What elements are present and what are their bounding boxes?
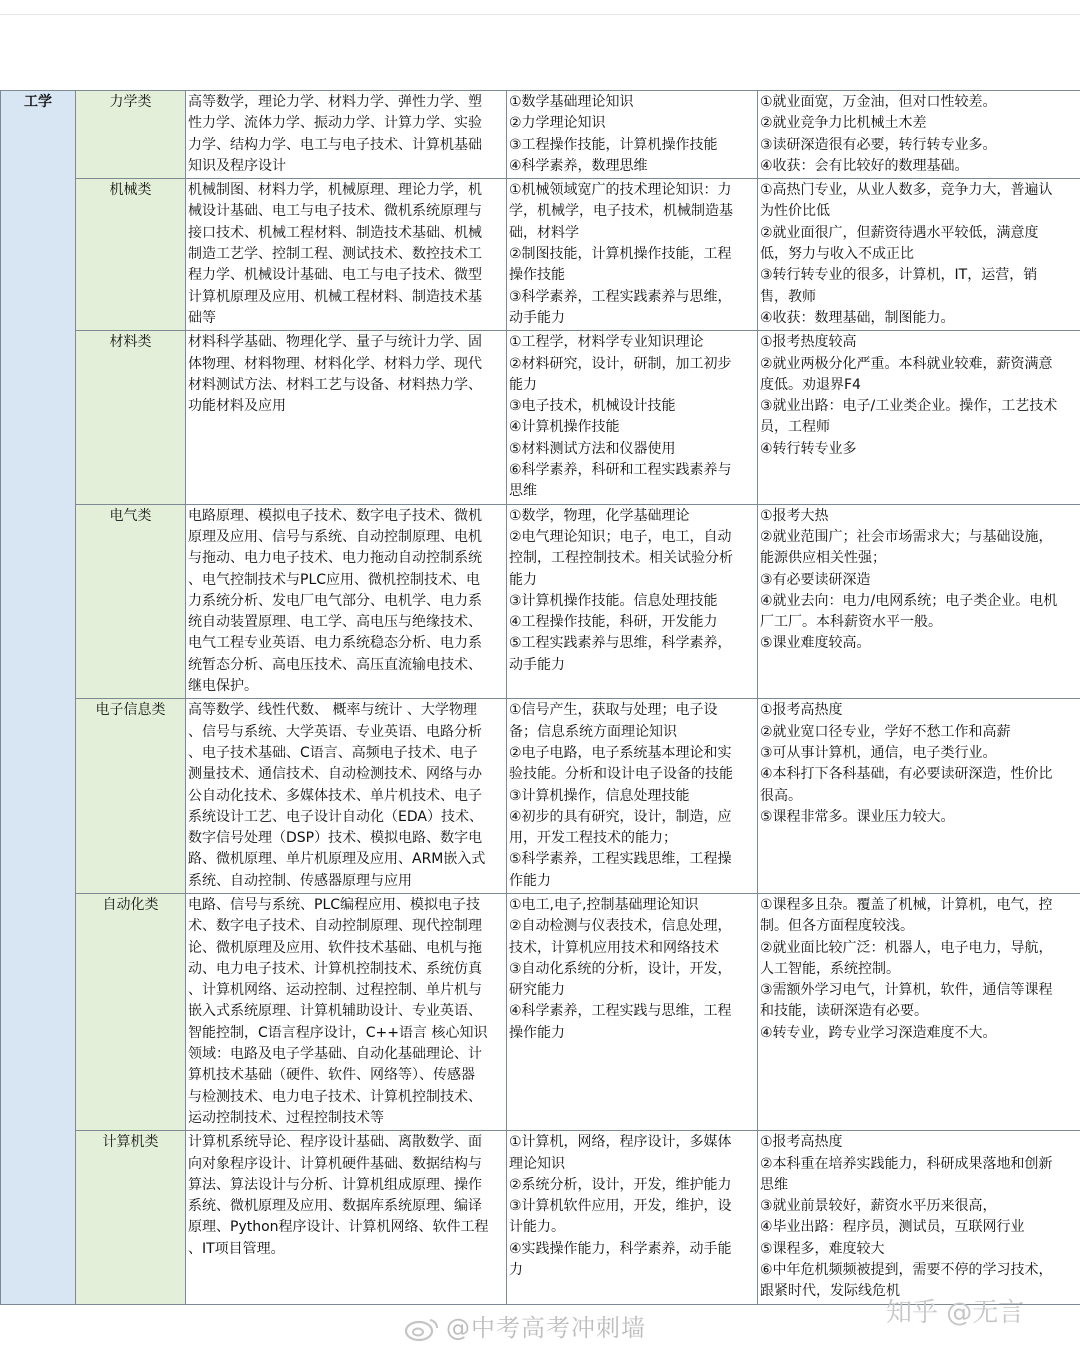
- cell-line: ①报考高热度: [760, 702, 843, 719]
- cell-line: 数字信号处理（DSP）技术、模拟电路、数字电: [188, 830, 483, 847]
- cell-line: ④科学素养，工程实践与思维，工程: [509, 1003, 732, 1020]
- cell-line: ④就业去向：电力/电网系统；电子类企业。电机: [760, 592, 1058, 609]
- cell-line: 思维: [760, 1176, 788, 1193]
- courses-cell-lines: [188, 332, 504, 417]
- cell-line: 接口技术、机械工程材料、制造技术基础、机械: [188, 224, 482, 241]
- table-row: [1, 699, 1080, 894]
- cell-line: 思维: [509, 483, 537, 500]
- cell-line: ②就业宽口径专业，学好不愁工作和高薪: [760, 723, 1011, 740]
- cell-line: ①报考热度较高: [760, 334, 857, 351]
- cell-line: ⑤课程多，难度较大: [760, 1240, 885, 1257]
- cell-line: 很高。: [760, 787, 802, 804]
- cell-line: 低，努力与收入不成正比: [760, 246, 914, 263]
- cell-line: ②就业两极分化严重。本科就业较难，薪资满意: [760, 355, 1053, 372]
- courses-cell: [186, 91, 507, 179]
- cell-line: ②制图技能，计算机操作技能，工程: [509, 246, 732, 263]
- cell-line: 材料科学基础、物理化学、量子与统计力学、固: [188, 334, 482, 351]
- cell-line: 计算机原理及应用、机械工程材料、制造技术基: [188, 288, 482, 305]
- cell-line: 、计算机网络、运动控制、过程控制、单片机与: [188, 982, 482, 999]
- cell-line: 统自动装置原理、电工学、高电压与绝缘技术、: [188, 614, 482, 631]
- skills-cell-lines: [509, 1132, 755, 1281]
- cell-line: 原理及应用、信号与系统、自动控制原理、电机: [188, 528, 482, 545]
- skills-cell-lines: [509, 332, 755, 502]
- notes-cell-lines: [760, 180, 1078, 329]
- cell-line: 材料测试方法、材料工艺与设备、材料热力学、: [188, 376, 482, 393]
- cell-line: 与检测技术、电力电子技术、计算机控制技术、: [188, 1088, 482, 1105]
- skills-cell: [507, 91, 758, 179]
- notes-cell: [758, 331, 1080, 504]
- cell-line: ④毕业出路：程序员，测试员，互联网行业: [760, 1219, 1025, 1236]
- cell-line: 售，教师: [760, 288, 816, 305]
- cell-line: ④计算机操作技能: [509, 419, 620, 436]
- cell-line: 高等数学、线性代数、 概率与统计 、大学物理: [188, 702, 477, 719]
- category-cell: 机械类: [76, 179, 186, 331]
- notes-cell-lines: [760, 1132, 1078, 1302]
- cell-line: ③计算机操作，信息处理技能: [509, 787, 690, 804]
- cell-line: ③自动化系统的分析，设计，开发，: [509, 960, 732, 977]
- cell-line: ②电气理论知识；电子，电工，自动: [509, 528, 732, 545]
- cell-line: ①机械领域宽广的技术理论知识：力: [509, 182, 732, 199]
- cell-line: ④转行转专业多: [760, 440, 857, 457]
- cell-line: ⑥科学素养，科研和工程实践素养与: [509, 462, 732, 479]
- cell-line: 统暂态分析、高电压技术、高压直流输电技术、: [188, 656, 482, 673]
- courses-cell-lines: [188, 92, 504, 177]
- category-cell: 计算机类: [76, 1131, 186, 1304]
- cell-line: 论、微机原理及应用、软件技术基础、电机与拖: [188, 939, 482, 956]
- notes-cell-lines: [760, 506, 1078, 655]
- notes-cell: [758, 179, 1080, 331]
- cell-line: 知识及程序设计: [188, 157, 286, 174]
- cell-line: 体物理、材料物理、材料化学、材料力学、现代: [188, 355, 482, 372]
- skills-cell-lines: [509, 895, 755, 1044]
- cell-line: ④转专业，跨专业学习深造难度不大。: [760, 1024, 997, 1041]
- cell-line: 、电气控制技术与PLC应用、微机控制技术、电: [188, 571, 481, 588]
- courses-cell-lines: [188, 1132, 504, 1260]
- cell-line: 运动控制技术、过程控制技术等: [188, 1109, 384, 1126]
- top-divider: [0, 14, 1080, 15]
- cell-line: 力系统分析、发电厂电气部分、电机学、电力系: [188, 592, 482, 609]
- cell-line: 电路原理、模拟电子技术、数字电子技术、微机: [188, 507, 482, 524]
- cell-line: 能力: [509, 571, 537, 588]
- cell-line: ①信号产生，获取与处理；电子设: [509, 702, 718, 719]
- table-row: [1, 91, 1080, 179]
- cell-line: 嵌入式系统原理、计算机辅助设计、专业英语、: [188, 1003, 482, 1020]
- cell-line: ③就业出路：电子/工业类企业。操作，工艺技术: [760, 398, 1058, 415]
- cell-line: ③工程操作技能，计算机操作技能: [509, 136, 718, 153]
- cell-line: 术、数字电子技术、自动控制原理、现代控制理: [188, 918, 482, 935]
- cell-line: ④科学素养，数理思维: [509, 157, 648, 174]
- cell-line: ③转行转专业的很多，计算机，IT，运营，销: [760, 267, 1038, 284]
- notes-cell: [758, 91, 1080, 179]
- courses-cell: [186, 179, 507, 331]
- major-table: [0, 90, 1080, 1305]
- cell-line: ③可从事计算机，通信，电子类行业。: [760, 744, 997, 761]
- cell-line: 系统、微机原理及应用、数据库系统原理、编译: [188, 1198, 482, 1215]
- table-row: [1, 331, 1080, 504]
- notes-cell-lines: [760, 895, 1078, 1044]
- category-cell: 电子信息类: [76, 699, 186, 894]
- cell-line: 学，机械学，电子技术，机械制造基: [509, 203, 733, 220]
- cell-line: 、电子技术基础、C语言、高频电子技术、电子: [188, 744, 478, 761]
- courses-cell: [186, 893, 507, 1130]
- notes-cell: [758, 504, 1080, 699]
- cell-line: 度低。劝退界F4: [760, 376, 861, 393]
- cell-line: ②电子电路，电子系统基本理论和实: [509, 744, 732, 761]
- cell-line: 、IT项目管理。: [188, 1240, 285, 1257]
- cell-line: 力: [509, 1262, 523, 1279]
- skills-cell: [507, 331, 758, 504]
- cell-line: 动手能力: [509, 656, 565, 673]
- cell-line: ②就业竞争力比机械土木差: [760, 115, 927, 132]
- cell-line: ④初步的具有研究，设计，制造，应: [509, 808, 732, 825]
- courses-cell-lines: [188, 180, 504, 329]
- cell-line: 测量技术、通信技术、自动检测技术、网络与办: [188, 766, 482, 783]
- cell-line: 动、电力电子技术、计算机控制技术、系统仿真: [188, 960, 482, 977]
- cell-line: 算机技术基础（硬件、软件、网络等）、传感器: [188, 1067, 475, 1084]
- cell-line: ⑤工程实践素养与思维，科学素养，: [509, 635, 732, 652]
- table-row: [1, 893, 1080, 1130]
- cell-line: 用，开发工程技术的能力；: [509, 830, 677, 847]
- cell-line: 厂工厂。本科薪资水平一般。: [760, 614, 942, 631]
- cell-line: ⑤课业难度较高。: [760, 635, 871, 652]
- cell-line: 操作技能: [509, 267, 565, 284]
- watermark-zhihu: 知乎 @无言: [886, 1298, 1025, 1328]
- cell-line: ③计算机操作技能。信息处理技能: [509, 592, 718, 609]
- category-cell: 力学类: [76, 91, 186, 179]
- notes-cell-lines: [760, 700, 1078, 828]
- cell-line: ②材料研究，设计，研制，加工初步: [509, 355, 732, 372]
- cell-line: 程力学、机械设计基础、电工与电子技术、微型: [188, 267, 482, 284]
- skills-cell: [507, 504, 758, 699]
- cell-line: ①数学，物理，化学基础理论: [509, 507, 690, 524]
- cell-line: ②力学理论知识: [509, 115, 606, 132]
- cell-line: ④工程操作技能，科研，开发能力: [509, 614, 718, 631]
- cell-line: 算法、算法设计与分析、计算机组成原理、操作: [188, 1176, 482, 1193]
- cell-line: 作能力: [509, 872, 551, 889]
- cell-line: ②就业范围广；社会市场需求大；与基础设施，: [760, 528, 1053, 545]
- cell-line: 公自动化技术、多媒体技术、单片机技术、电子: [188, 787, 482, 804]
- cell-line: ④收获：数理基础，制图能力。: [760, 309, 955, 326]
- cell-line: 系统设计工艺、电子设计自动化（EDA）技术、: [188, 808, 483, 825]
- watermark-weibo: [404, 1308, 646, 1343]
- skills-cell-lines: [509, 180, 755, 329]
- cell-line: 继电保护。: [188, 678, 258, 695]
- cell-line: 械设计基础、电工与电子技术、微机系统原理与: [188, 203, 482, 220]
- skills-cell: [507, 179, 758, 331]
- cell-line: ①就业面宽，万金油，但对口性较差。: [760, 94, 997, 110]
- cell-line: 机械制图、材料力学，机械原理、理论力学，机: [188, 182, 482, 199]
- watermark-left-text: @中考高考冲刺墙: [446, 1314, 646, 1342]
- cell-line: 人工智能，系统控制。: [760, 960, 900, 977]
- cell-line: ①报考大热: [760, 507, 829, 524]
- cell-line: ③计算机软件应用，开发，维护，设: [509, 1198, 732, 1215]
- cell-line: ①工程学，材料学专业知识理论: [509, 334, 704, 351]
- cell-line: 路、微机原理、单片机原理及应用、ARM嵌入式: [188, 851, 486, 868]
- cell-line: 功能材料及应用: [188, 398, 286, 415]
- cell-line: ②系统分析，设计，开发，维护能力: [509, 1176, 732, 1193]
- cell-line: 力学、结构力学、电工与电子技术、计算机基础: [188, 136, 482, 153]
- cell-line: 高等数学，理论力学、材料力学、弹性力学、塑: [188, 94, 482, 110]
- category-cell: 自动化类: [76, 893, 186, 1130]
- category-cell: 材料类: [76, 331, 186, 504]
- cell-line: 与拖动、电力电子技术、电力拖动自动控制系统: [188, 550, 482, 567]
- cell-line: 控制，工程控制技术。相关试验分析: [509, 550, 733, 567]
- cell-line: ④收获：会有比较好的数理基础。: [760, 157, 969, 174]
- courses-cell-lines: [188, 700, 504, 892]
- weibo-icon: [404, 1316, 440, 1342]
- cell-line: 计能力。: [509, 1219, 565, 1236]
- cell-line: ①高热门专业，从业人数多，竞争力大，普遍认: [760, 182, 1053, 199]
- cell-line: 备；信息系统方面理论知识: [509, 723, 677, 740]
- cell-line: 性力学、流体力学、振动力学、计算力学、实验: [188, 115, 482, 132]
- cell-line: 理论知识: [509, 1155, 565, 1172]
- courses-cell: [186, 1131, 507, 1304]
- notes-cell: [758, 893, 1080, 1130]
- cell-line: 原理、Python程序设计、计算机网络、软件工程: [188, 1219, 489, 1236]
- cell-line: ⑤课程非常多。课业压力较大。: [760, 808, 955, 825]
- table-row: [1, 504, 1080, 699]
- cell-line: ③电子技术，机械设计技能: [509, 398, 676, 415]
- table-row: [1, 179, 1080, 331]
- cell-line: 能源供应相关性强；: [760, 550, 886, 567]
- cell-line: ③需额外学习电气，计算机，软件，通信等课程: [760, 982, 1053, 999]
- notes-cell-lines: [760, 92, 1078, 177]
- cell-line: 研究能力: [509, 982, 565, 999]
- cell-line: 制。但各方面程度较浅。: [760, 918, 914, 935]
- cell-line: ①报考高热度: [760, 1134, 843, 1151]
- courses-cell-lines: [188, 895, 504, 1129]
- cell-line: ①计算机，网络，程序设计，多媒体: [509, 1134, 732, 1151]
- skills-cell: [507, 893, 758, 1130]
- courses-cell: [186, 331, 507, 504]
- cell-line: 、信号与系统、大学英语、专业英语、电路分析: [188, 723, 482, 740]
- cell-line: 础，材料学: [509, 224, 579, 241]
- cell-line: 电气工程专业英语、电力系统稳态分析、电力系: [188, 635, 482, 652]
- skills-cell: [507, 699, 758, 894]
- cell-line: ④本科打下各科基础，有必要读研深造，性价比: [760, 766, 1053, 783]
- cell-line: 智能控制，C语言程序设计，C++语言 核心知识: [188, 1024, 488, 1041]
- cell-line: ②就业面很广，但薪资待遇水平较低，满意度: [760, 224, 1039, 241]
- cell-line: 技术，计算机应用技术和网络技术: [509, 939, 719, 956]
- cell-line: ⑤材料测试方法和仪器使用: [509, 440, 676, 457]
- field-cell: 工学: [1, 91, 76, 1305]
- cell-line: 验技能。分析和设计电子设备的技能: [509, 766, 733, 783]
- courses-cell: [186, 504, 507, 699]
- cell-line: ③科学素养，工程实践素养与思维，: [509, 288, 732, 305]
- cell-line: 础等: [188, 309, 216, 326]
- cell-line: 和技能，读研深造有必要。: [760, 1003, 928, 1020]
- cell-line: 能力: [509, 376, 537, 393]
- cell-line: 计算机系统导论、程序设计基础、离散数学、面: [188, 1134, 482, 1151]
- courses-cell: [186, 699, 507, 894]
- cell-line: 电路、信号与系统、PLC编程应用、模拟电子技: [188, 896, 481, 913]
- cell-line: ⑤科学素养，工程实践思维，工程操: [509, 851, 732, 868]
- cell-line: ②自动检测与仪表技术，信息处理，: [509, 918, 732, 935]
- cell-line: ⑥中年危机频频被提到，需要不停的学习技术，: [760, 1262, 1053, 1279]
- cell-line: 制造工艺学、控制工程、测试技术、数控技术工: [188, 246, 482, 263]
- cell-line: 员，工程师: [760, 419, 830, 436]
- courses-cell-lines: [188, 506, 504, 698]
- cell-line: ③读研深造很有必要，转行转专业多。: [760, 136, 997, 153]
- cell-line: 领域：电路及电子学基础、自动化基础理论、计: [188, 1046, 482, 1063]
- category-cell: 电气类: [76, 504, 186, 699]
- cell-line: ①数学基础理论知识: [509, 94, 634, 110]
- cell-line: 动手能力: [509, 309, 565, 326]
- cell-line: 向对象程序设计、计算机硬件基础、数据结构与: [188, 1155, 482, 1172]
- cell-line: ①电工,电子,控制基础理论知识: [509, 896, 699, 913]
- skills-cell-lines: [509, 92, 755, 177]
- cell-line: ②本科重在培养实践能力，科研成果落地和创新: [760, 1155, 1053, 1172]
- notes-cell-lines: [760, 332, 1078, 460]
- skills-cell-lines: [509, 506, 755, 676]
- cell-line: 系统、自动控制、传感器原理与应用: [188, 872, 412, 889]
- cell-line: ③有必要读研深造: [760, 571, 871, 588]
- cell-line: 跟紧时代，发际线危机: [760, 1283, 900, 1300]
- cell-line: 操作能力: [509, 1024, 565, 1041]
- cell-line: ③就业前景较好，薪资水平历来很高，: [760, 1198, 997, 1215]
- cell-line: ④实践操作能力，科学素养，动手能: [509, 1240, 732, 1257]
- cell-line: 为性价比低: [760, 203, 830, 220]
- cell-line: ①课程多且杂。覆盖了机械，计算机，电气，控: [760, 896, 1053, 913]
- skills-cell-lines: [509, 700, 755, 892]
- cell-line: ②就业面比较广泛：机器人，电子电力，导航，: [760, 939, 1053, 956]
- notes-cell: [758, 699, 1080, 894]
- notes-cell: [758, 1131, 1080, 1304]
- skills-cell: [507, 1131, 758, 1304]
- table-row: [1, 1131, 1080, 1304]
